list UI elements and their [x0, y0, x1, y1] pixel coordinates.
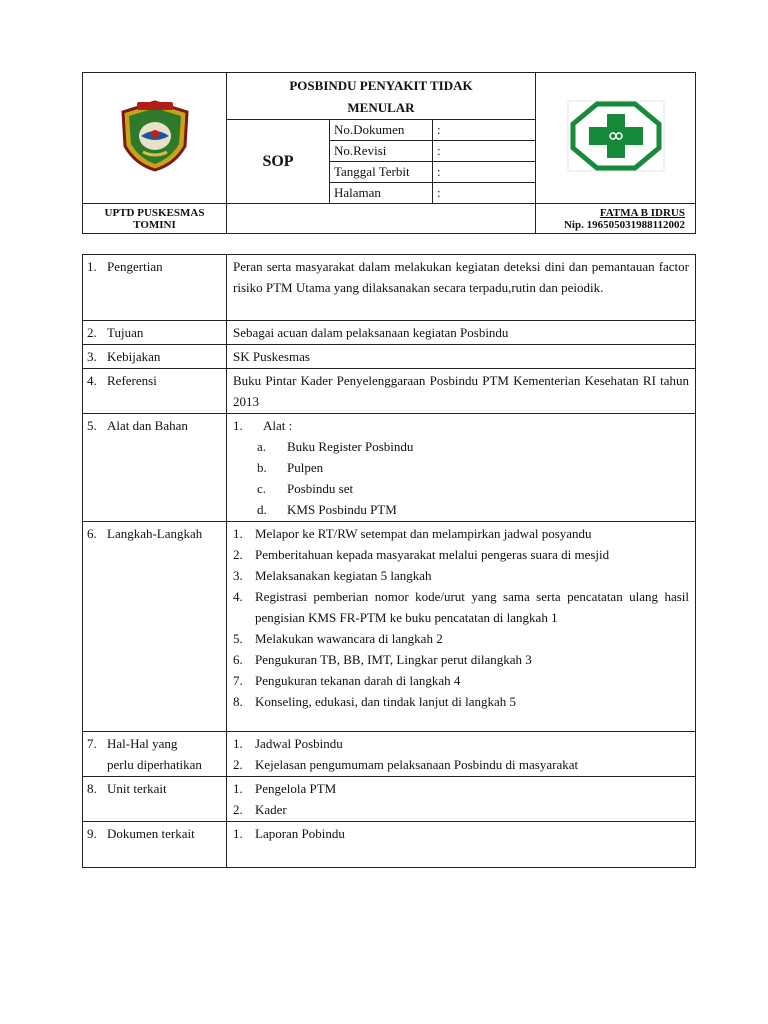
list-number: 2.	[233, 547, 243, 562]
table-row	[83, 822, 696, 868]
list-item	[233, 754, 689, 775]
meta-label-tanggal-terbit: Tanggal Terbit	[330, 162, 433, 183]
row-label-unit-terkait	[83, 777, 227, 822]
row-label: Pengertian	[107, 259, 163, 274]
row-number: 3.	[87, 349, 97, 364]
row-label-langkah	[83, 522, 227, 732]
row-number: 6.	[87, 526, 97, 541]
row-label: Dokumen terkait	[107, 826, 195, 841]
list-letter: a.	[257, 439, 267, 454]
row-label: Unit terkait	[107, 781, 167, 796]
sop-content-table	[82, 254, 696, 868]
title-line-1: POSBINDU PENYAKIT TIDAK	[289, 78, 473, 93]
row-label: Langkah-Langkah	[107, 526, 203, 541]
list-number: 1.	[233, 526, 243, 541]
row-label-tujuan	[83, 321, 227, 345]
row-label: Referensi	[107, 373, 157, 388]
meta-value-halaman: :	[433, 183, 536, 204]
list-text: Alat :	[263, 418, 293, 433]
list-item	[233, 436, 689, 457]
table-row	[83, 369, 696, 414]
list-letter: d.	[257, 502, 267, 517]
row-label: Kebijakan	[107, 349, 161, 364]
row-label: Alat dan Bahan	[107, 418, 188, 433]
list-text: Melapor ke RT/RW setempat dan melampirkan jadwal posyandu	[255, 526, 592, 541]
row-label-alat-bahan	[83, 414, 227, 522]
list-text: Registrasi pemberian nomor kode/urut yang sama serta pencatatan ulang hasil pengisian KMS FR-PTM ke buku pencatatan di langkah 1	[255, 589, 689, 625]
table-row	[83, 321, 696, 345]
meta-value-no-revisi: :	[433, 141, 536, 162]
table-row	[83, 345, 696, 369]
org-line-2: TOMINI	[133, 218, 176, 231]
row-content-hal-hal	[227, 732, 696, 777]
sop-label: SOP	[227, 120, 330, 204]
health-cross-logo-icon	[567, 100, 665, 172]
row-number: 8.	[87, 781, 97, 796]
regional-emblem-icon	[115, 98, 195, 174]
list-text: Kejelasan pengumumam pelaksanaan Posbindu di masyarakat	[255, 757, 579, 772]
row-number: 5.	[87, 418, 97, 433]
list-number: 3.	[233, 568, 243, 583]
row-label: Tujuan	[107, 325, 144, 340]
list-text: Pemberitahuan kepada masyarakat melalui pengeras suara di mesjid	[255, 547, 610, 562]
row-number: 4.	[87, 373, 97, 388]
organization-name	[83, 204, 227, 234]
org-line-1: UPTD PUSKESMAS	[104, 206, 205, 219]
row-label-pengertian	[83, 255, 227, 321]
table-row	[83, 777, 696, 822]
list-number: 2.	[233, 802, 243, 817]
row-number: 2.	[87, 325, 97, 340]
table-row	[83, 732, 696, 777]
list-item	[233, 415, 689, 436]
list-item	[233, 499, 689, 520]
list-text: Buku Register Posbindu	[287, 439, 414, 454]
list-text: Pengelola PTM	[255, 781, 337, 796]
list-letter: b.	[257, 460, 267, 475]
list-item	[233, 778, 689, 799]
row-content-alat-bahan	[227, 414, 696, 522]
list-text: Posbindu set	[287, 481, 354, 496]
list-number: 5.	[233, 631, 243, 646]
signer-block	[536, 204, 696, 234]
list-item	[233, 457, 689, 478]
list-item	[233, 823, 689, 844]
list-item	[233, 691, 689, 712]
list-text: Konseling, edukasi, dan tindak lanjut di langkah 5	[255, 694, 517, 709]
list-text: Jadwal Posbindu	[255, 736, 343, 751]
row-number: 1.	[87, 259, 97, 274]
table-row	[83, 414, 696, 522]
list-number: 1.	[233, 826, 243, 841]
list-number: 7.	[233, 673, 243, 688]
row-content-kebijakan: SK Puskesmas	[227, 345, 696, 369]
row-content-referensi: Buku Pintar Kader Penyelenggaraan Posbindu PTM Kementerian Kesehatan RI tahun 2013	[227, 369, 696, 414]
list-item	[233, 733, 689, 754]
row-label-referensi	[83, 369, 227, 414]
blank-footer-cell	[227, 204, 536, 234]
row-content-tujuan: Sebagai acuan dalam pelaksanaan kegiatan Posbindu	[227, 321, 696, 345]
list-number: 8.	[233, 694, 243, 709]
row-number: 9.	[87, 826, 97, 841]
row-label-line-2: perlu diperhatikan	[107, 757, 202, 772]
row-label-kebijakan	[83, 345, 227, 369]
list-item	[233, 544, 689, 565]
row-content-langkah	[227, 522, 696, 732]
list-item	[233, 628, 689, 649]
row-label-dokumen-terkait	[83, 822, 227, 868]
health-logo-cell	[536, 73, 696, 204]
list-item	[233, 670, 689, 691]
list-item	[233, 649, 689, 670]
list-item	[233, 799, 689, 820]
regional-logo-cell	[83, 73, 227, 204]
document-title	[227, 73, 536, 120]
list-number: 4.	[233, 589, 243, 604]
list-text: Pengukuran tekanan darah di langkah 4	[255, 673, 461, 688]
list-text: Melakukan wawancara di langkah 2	[255, 631, 443, 646]
row-label: Hal-Hal yang	[107, 736, 178, 751]
list-text: Kader	[255, 802, 287, 817]
row-label-hal-hal	[83, 732, 227, 777]
list-item	[233, 586, 689, 628]
list-item	[233, 523, 689, 544]
row-content-dokumen-terkait	[227, 822, 696, 868]
meta-value-tanggal-terbit: :	[433, 162, 536, 183]
row-content-unit-terkait	[227, 777, 696, 822]
list-letter: c.	[257, 481, 267, 496]
list-text: Pengukuran TB, BB, IMT, Lingkar perut dilangkah 3	[255, 652, 532, 667]
list-text: Melaksanakan kegiatan 5 langkah	[255, 568, 432, 583]
row-content-pengertian: Peran serta masyarakat dalam melakukan kegiatan deteksi dini dan pemantauan factor risiko PTM Utama yang dilaksanakan secara terpadu,rutin dan peiodik.	[227, 255, 696, 321]
list-item	[233, 565, 689, 586]
meta-label-no-dokumen: No.Dokumen	[330, 120, 433, 141]
meta-label-no-revisi: No.Revisi	[330, 141, 433, 162]
table-row	[83, 522, 696, 732]
sop-header-table	[82, 72, 696, 234]
title-line-2: MENULAR	[347, 100, 415, 115]
list-text: KMS Posbindu PTM	[287, 502, 397, 517]
list-text: Laporan Pobindu	[255, 826, 345, 841]
row-number: 7.	[87, 736, 97, 751]
meta-label-halaman: Halaman	[330, 183, 433, 204]
list-item	[233, 478, 689, 499]
signer-name: FATMA B IDRUS	[599, 206, 685, 219]
list-number: 1.	[233, 418, 243, 433]
list-number: 1.	[233, 781, 243, 796]
list-number: 6.	[233, 652, 243, 667]
signer-nip: Nip. 196505031988112002	[563, 218, 685, 231]
list-number: 2.	[233, 757, 243, 772]
list-number: 1.	[233, 736, 243, 751]
list-text: Pulpen	[287, 460, 324, 475]
meta-value-no-dokumen: :	[433, 120, 536, 141]
table-row	[83, 255, 696, 321]
